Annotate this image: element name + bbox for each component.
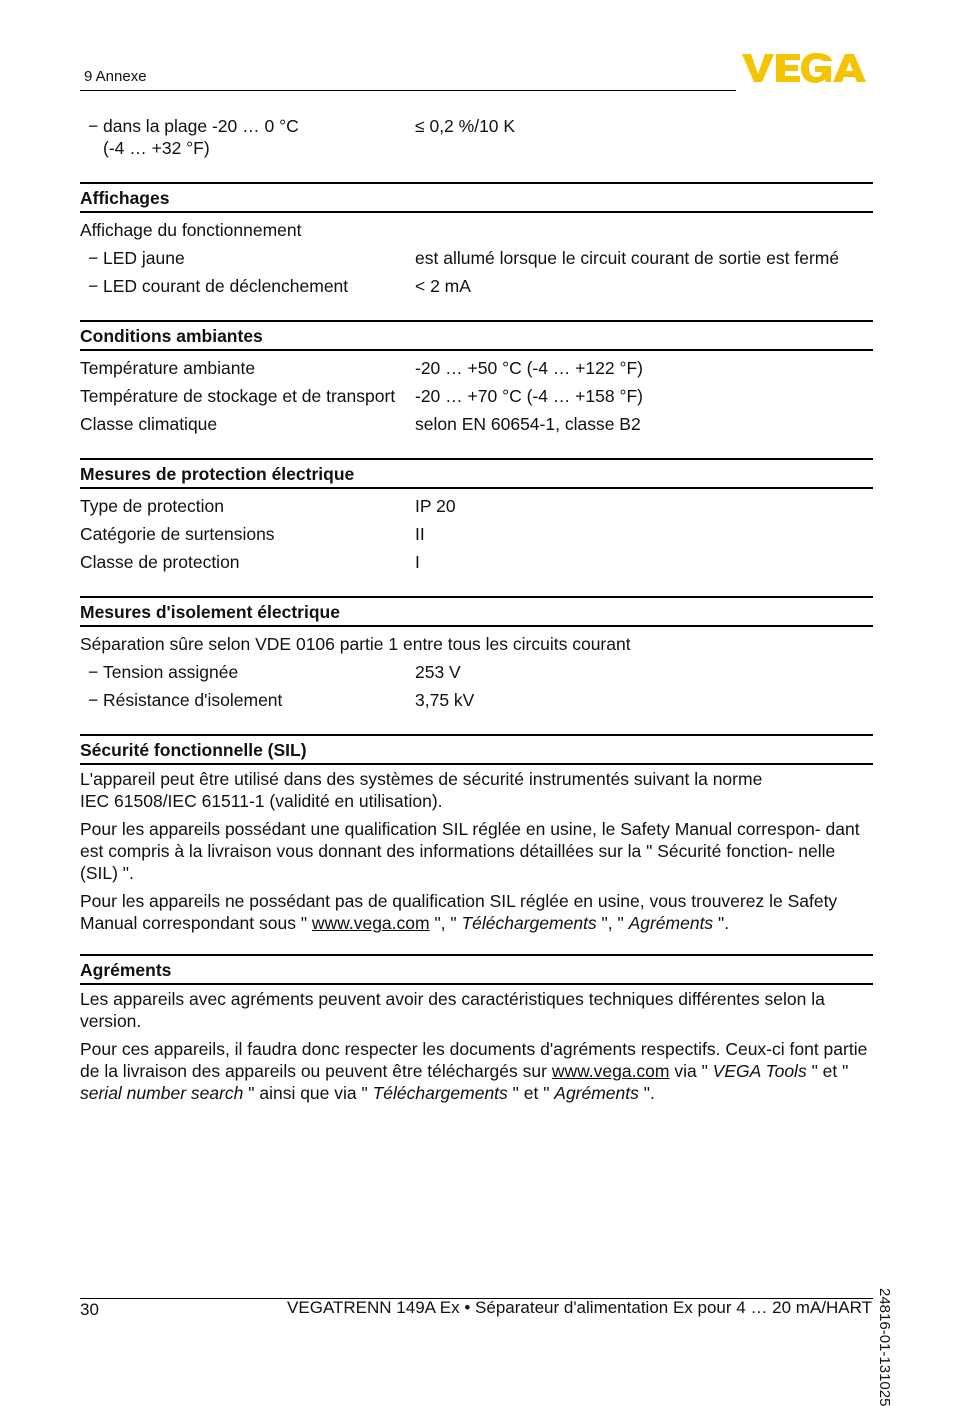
spec-label: Résistance d'isolement xyxy=(103,690,283,710)
vega-link[interactable]: www.vega.com xyxy=(551,1061,670,1081)
dash-marker: − xyxy=(88,662,99,682)
spec-row xyxy=(80,272,873,300)
section-affichages xyxy=(80,182,873,300)
section-protection xyxy=(80,458,873,576)
spec-row xyxy=(80,410,873,438)
spec-label: Tension assignée xyxy=(103,662,239,682)
section-title: Mesures d'isolement électrique xyxy=(80,596,873,627)
spec-label: Classe climatique xyxy=(80,414,218,434)
vega-logo xyxy=(742,52,872,89)
spec-value: 253 V xyxy=(415,662,461,682)
spec-value: I xyxy=(415,552,420,572)
spec-value: 3,75 kV xyxy=(415,690,475,710)
section-title: Agréments xyxy=(80,954,873,985)
spec-value: -20 … +70 °C (-4 … +158 °F) xyxy=(415,386,643,406)
header-section-label: 9 Annexe xyxy=(84,68,147,85)
section-title: Mesures de protection électrique xyxy=(80,458,873,489)
section-title: Sécurité fonctionnelle (SIL) xyxy=(80,734,873,765)
spec-label: LED courant de déclenchement xyxy=(103,276,349,296)
paragraph: Pour les appareils ne possédant pas de qualification SIL réglée en usine, vous trouverez le Safety Manual correspondant sous " www.vega.com ", " Téléchargements ", " Agréments ". xyxy=(80,891,838,933)
section-ambiantes xyxy=(80,320,873,438)
spec-label: Température ambiante xyxy=(80,358,256,378)
spec-row xyxy=(80,686,873,714)
spec-row xyxy=(80,658,873,686)
header-rule xyxy=(80,90,736,91)
footer-title: VEGATRENN 149A Ex • Séparateur d'alimentation Ex pour 4 … 20 mA/HART xyxy=(287,1298,872,1317)
spec-row xyxy=(80,548,873,576)
spec-row xyxy=(80,520,873,548)
paragraph: Pour ces appareils, il faudra donc respecter les documents d'agréments respectifs. Ceux-ci font partie de la livraison des appareils ou peuvent être téléchargés sur www.vega.com via " VEGA Tools " et " serial number search " ainsi que via " Téléchargements " et " Agréments ". xyxy=(80,1039,868,1103)
spec-label-sub: (-4 … +32 °F) xyxy=(103,138,210,158)
dash-marker: − xyxy=(88,276,99,296)
spec-row xyxy=(80,492,873,520)
document-code: 24816-01-131025 xyxy=(876,1288,893,1406)
section-intro: Affichage du fonctionnement xyxy=(80,220,302,240)
dash-marker: − xyxy=(88,690,99,710)
spec-label: Classe de protection xyxy=(80,552,240,572)
section-title: Conditions ambiantes xyxy=(80,320,873,351)
paragraph: Pour les appareils possédant une qualification SIL réglée en usine, le Safety Manual correspon- dant est compris à la livraison vous donnant des informations détaillées sur la " Sécurité fonction- nelle (SIL) ". xyxy=(80,819,860,883)
spec-label: Catégorie de surtensions xyxy=(80,524,275,544)
spec-label: Type de protection xyxy=(80,496,224,516)
vega-logo-icon xyxy=(742,52,872,84)
spec-row xyxy=(80,382,873,410)
section-isolement xyxy=(80,596,873,714)
spec-value: II xyxy=(415,524,425,544)
spec-label: dans la plage -20 … 0 °C xyxy=(103,116,299,136)
spec-value: est allumé lorsque le circuit courant de sortie est fermé xyxy=(415,248,840,268)
spec-label: LED jaune xyxy=(103,248,185,268)
spec-value: IP 20 xyxy=(415,496,456,516)
spec-row xyxy=(80,354,873,382)
dash-marker: − xyxy=(88,116,99,136)
spec-value: selon EN 60654-1, classe B2 xyxy=(415,414,641,434)
spec-value: ≤ 0,2 %/10 K xyxy=(415,116,516,136)
spec-value: -20 … +50 °C (-4 … +122 °F) xyxy=(415,358,643,378)
spec-row xyxy=(80,112,873,162)
spec-value: < 2 mA xyxy=(415,276,471,296)
spec-row xyxy=(80,244,873,272)
vega-link[interactable]: www.vega.com xyxy=(311,913,430,933)
section-title: Affichages xyxy=(80,182,873,213)
page-number: 30 xyxy=(80,1300,99,1319)
spec-label: Température de stockage et de transport xyxy=(80,386,396,406)
section-sil xyxy=(80,734,873,934)
paragraph: L'appareil peut être utilisé dans des systèmes de sécurité instrumentés suivant la norme IEC 61508/IEC 61511-1 (validité en utilisation). xyxy=(80,769,763,811)
dash-marker: − xyxy=(88,248,99,268)
spec-content xyxy=(80,112,873,1110)
section-agrements xyxy=(80,954,873,1104)
section-intro: Séparation sûre selon VDE 0106 partie 1 entre tous les circuits courant xyxy=(80,634,631,654)
paragraph: Les appareils avec agréments peuvent avoir des caractéristiques techniques différentes selon la version. xyxy=(80,989,825,1031)
